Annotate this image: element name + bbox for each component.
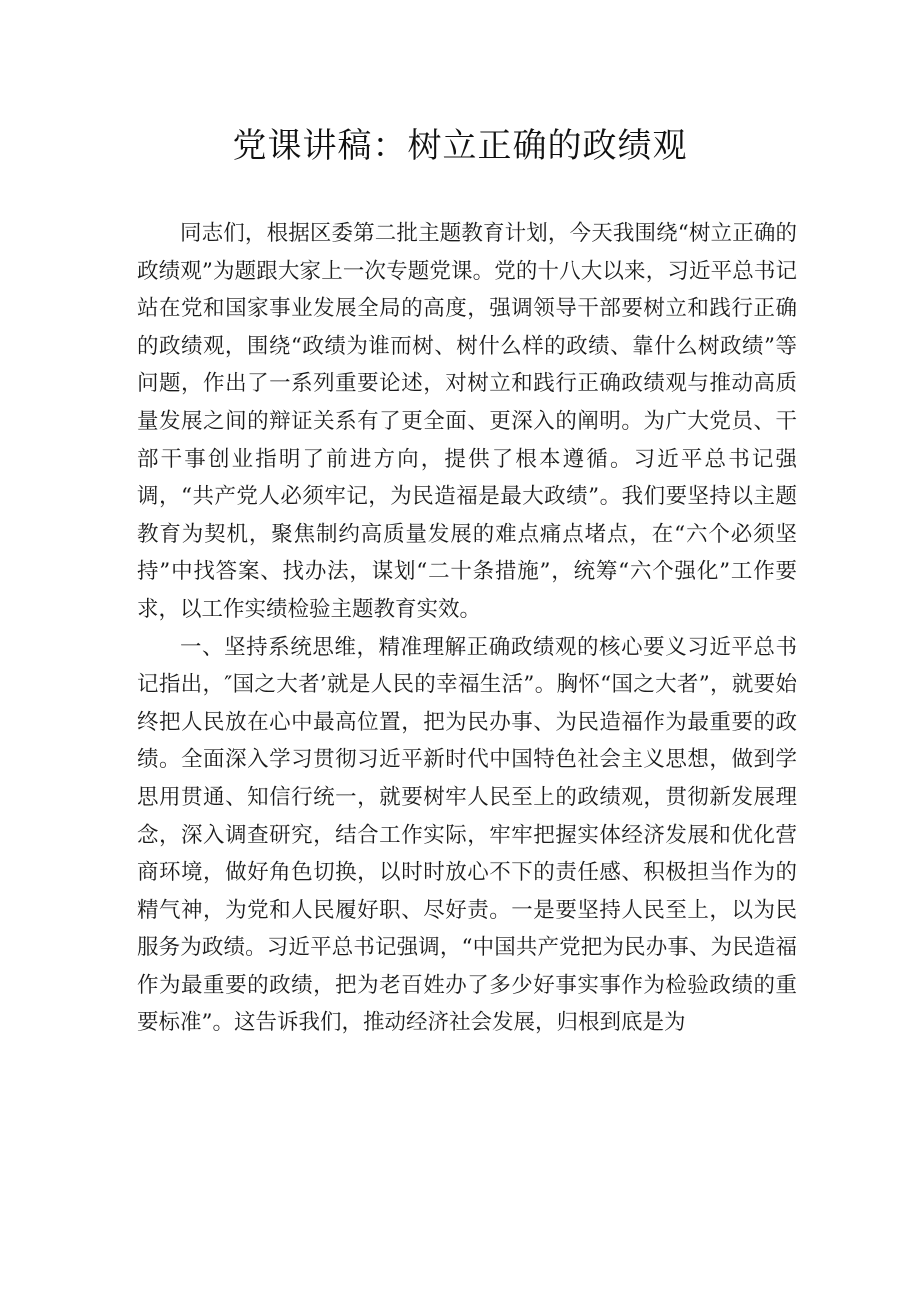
paragraph-intro: 同志们，根据区委第二批主题教育计划，今天我围绕“树立正确的政绩观”为题跟大家上一次专题党课。党的十八大以来，习近平总书记站在党和国家事业发展全局的高度，强调领导干部要树立和践行正确的政绩观，围绕“政绩为谁而树、树什么样的政绩、靠什么树政绩”等问题，作出了一系列重要论述，对树立和践行正确政绩观与推动高质量发展之间的辩证关系有了更全面、更深入的阐明。为广大党员、干部干事创业指明了前进方向，提供了根本遵循。习近平总书记强调，“共产党人必须牢记，为民造福是最大政绩”。我们要坚持以主题教育为契机，聚焦制约高质量发展的难点痛点堵点，在“六个必须坚持”中找答案、找办法，谋划“二十条措施”，统筹“六个强化”工作要求，以工作实绩检验主题教育实效。 — [137, 221, 797, 622]
document-body — [137, 215, 797, 1042]
paragraph-section-one: 一、坚持系统思维，精准理解正确政绩观的核心要义习近平总书记指出，″国之大者’就是人民的幸福生活”。胸怀“国之大者”，就要始终把人民放在心中最高位置，把为民办事、为民造福作为最重要的政绩。全面深入学习贯彻习近平新时代中国特色社会主义思想，做到学思用贯通、知信行统一，就要树牢人民至上的政绩观，贯彻新发展理念，深入调查研究，结合工作实际，牢牢把握实体经济发展和优化营商环境，做好角色切换，以时时放心不下的责任感、积极担当作为的精气神，为党和人民履好职、尽好责。一是要坚持人民至上，以为民服务为政绩。习近平总书记强调，“中国共产党把为民办事、为民造福作为最重要的政绩，把为老百姓办了多少好事实事作为检验政绩的重要标准”。这告诉我们，推动经济社会发展，归根到底是为 — [137, 634, 797, 1036]
document-title: 党课讲稿：树立正确的政绩观 — [232, 126, 688, 166]
